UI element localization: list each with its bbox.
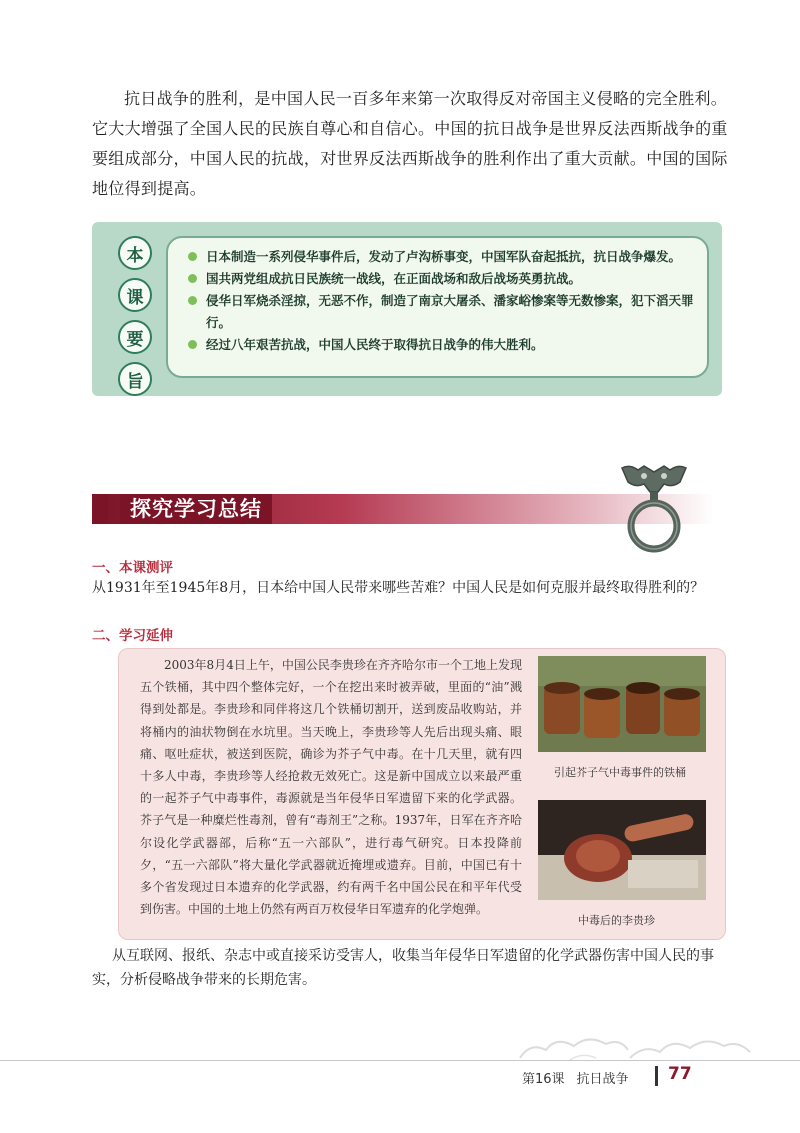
summary-point: 侵华日军烧杀淫掠，无恶不作，制造了南京大屠杀、潘家峪惨案等无数惨案，犯下滔天罪行。 (186, 290, 697, 334)
footer-rule (0, 1060, 800, 1061)
victim-photo (538, 800, 706, 900)
summary-tag: 要 (118, 320, 152, 354)
summary-points-panel (166, 236, 709, 378)
summary-tag: 本 (118, 236, 152, 270)
evaluation-heading: 一、本课测评 (92, 560, 173, 576)
footer-lesson-title: 抗日战争 (576, 1072, 629, 1087)
summary-tag: 课 (118, 278, 152, 312)
footer-lesson (522, 1068, 629, 1087)
footer-lesson-number: 第16课 (522, 1072, 565, 1087)
summary-point: 日本制造一系列侵华事件后，发动了卢沟桥事变，中国军队奋起抵抗，抗日战争爆发。 (186, 246, 697, 268)
page-number: 77 (668, 1064, 692, 1084)
barrels-caption: 引起芥子气中毒事件的铁桶 (554, 766, 686, 779)
extension-task: 从互联网、报纸、杂志中或直接采访受害人，收集当年侵华日军遗留的化学武器伤害中国人民的事实，分析侵略战争带来的长期危害。 (92, 948, 714, 988)
bullet-dot-icon (188, 274, 197, 283)
extension-story: 2003年8月4日上午，中国公民李贵珍在齐齐哈尔市一个工地上发现五个铁桶，其中四个整体完好，一个在挖出来时被弄破，里面的“油”溅得到处都是。李贵珍和同伴将这几个铁桶切割开，送到废品收购站，并将桶内的油状物倒在水坑里。当天晚上，李贵珍等人先后出现头痛、眼痛、呕吐症状，被送到医院，确诊为芥子气中毒。在十几天里，就有四十多人中毒，李贵珍等人经抢救无效死亡。这是新中国成立以来最严重的一起芥子气中毒事件，毒源就是当年侵华日军遗留下来的化学武器。芥子气是一种糜烂性毒剂，曾有“毒剂王”之称。1937年，日军在齐齐哈尔设化学武器部，后称“五一六部队”，进行毒气研究。日本投降前夕，“五一六部队”将大量化学武器就近掩埋或遗弃。目前，中国已有十多个省发现过日本遗弃的化学武器，约有两千名中国公民在和平年代受到伤害。中国的土地上仍然有两百万枚侵华日军遗弃的化学炮弹。 (140, 658, 522, 917)
summary-tag: 旨 (118, 362, 152, 396)
extension-heading: 二、学习延伸 (92, 628, 173, 644)
victim-caption: 中毒后的李贵珍 (578, 914, 655, 927)
bullet-dot-icon (188, 296, 197, 305)
iron-barrels-photo (538, 656, 706, 752)
footer-separator (655, 1066, 658, 1086)
summary-point: 国共两党组成抗日民族统一战线，在正面战场和敌后战场英勇抗战。 (186, 268, 697, 290)
evaluation-question: 从1931年至1945年8月，日本给中国人民带来哪些苦难？中国人民是如何克服并最终取得胜利的？ (92, 580, 705, 596)
cloud-pattern-icon (510, 1032, 770, 1062)
bullet-dot-icon (188, 252, 197, 261)
intro-paragraph: 抗日战争的胜利，是中国人民一百多年来第一次取得反对帝国主义侵略的完全胜利。它大大增强了全国人民的民族自尊心和自信心。中国的抗日战争是世界反法西斯战争的重要组成部分，中国人民的抗战，对世界反法西斯战争的胜利作出了重大贡献。中国的国际地位得到提高。 (92, 89, 728, 198)
bullet-dot-icon (188, 340, 197, 349)
summary-tags (118, 236, 156, 404)
section-title: 探究学习总结 (120, 494, 272, 524)
bronze-ring-ornament-icon (614, 462, 694, 558)
summary-point: 经过八年艰苦抗战，中国人民终于取得抗日战争的伟大胜利。 (186, 334, 697, 356)
